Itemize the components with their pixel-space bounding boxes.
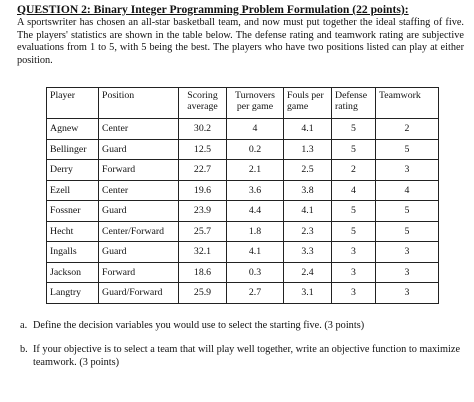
cell-fouls: 4.1 bbox=[284, 119, 332, 140]
cell-teamwork: 2 bbox=[376, 119, 439, 140]
cell-player: Fossner bbox=[47, 201, 99, 222]
cell-position: Guard bbox=[99, 201, 179, 222]
cell-teamwork: 3 bbox=[376, 283, 439, 304]
cell-turnovers: 0.2 bbox=[227, 139, 284, 160]
cell-fouls: 2.3 bbox=[284, 221, 332, 242]
cell-position: Center bbox=[99, 180, 179, 201]
cell-player: Langtry bbox=[47, 283, 99, 304]
player-stats-table bbox=[46, 87, 439, 304]
part-a-label: a. bbox=[20, 320, 28, 331]
part-b-text: If your objective is to select a team that will play well together, write an objective function to maximize teamwork. (3 points) bbox=[33, 344, 461, 368]
cell-scoring: 23.9 bbox=[179, 201, 227, 222]
part-a-text: Define the decision variables you would use to select the starting five. (3 points) bbox=[33, 320, 365, 331]
question-description: A sportswriter has chosen an all-star basketball team, and now must put together the ideal staffing of five. The players' statistics are shown in the table below. The defense rating and teamwork rating are subjective evaluations from 1 to 5, with 5 being the best. The players who have two positions listed can play at either position. bbox=[17, 17, 464, 66]
cell-teamwork: 4 bbox=[376, 180, 439, 201]
cell-turnovers: 1.8 bbox=[227, 221, 284, 242]
part-b-label: b. bbox=[20, 344, 28, 355]
cell-teamwork: 5 bbox=[376, 221, 439, 242]
cell-defense: 4 bbox=[332, 180, 376, 201]
cell-fouls: 1.3 bbox=[284, 139, 332, 160]
cell-scoring: 22.7 bbox=[179, 160, 227, 181]
table-row bbox=[47, 283, 439, 304]
cell-turnovers: 2.7 bbox=[227, 283, 284, 304]
cell-turnovers: 2.1 bbox=[227, 160, 284, 181]
header-fouls: Fouls per game bbox=[284, 88, 332, 119]
question-header bbox=[17, 3, 464, 67]
cell-teamwork: 3 bbox=[376, 262, 439, 283]
cell-scoring: 18.6 bbox=[179, 262, 227, 283]
header-turnovers: Turnovers per game bbox=[227, 88, 284, 119]
question-title: QUESTION 2: Binary Integer Programming Problem Formulation (22 points): bbox=[17, 3, 409, 16]
header-defense-rating: Defense rating bbox=[332, 88, 376, 119]
cell-turnovers: 4.1 bbox=[227, 242, 284, 263]
cell-defense: 2 bbox=[332, 160, 376, 181]
table-row bbox=[47, 221, 439, 242]
question-part-b bbox=[20, 344, 464, 369]
cell-player: Ingalls bbox=[47, 242, 99, 263]
cell-fouls: 2.4 bbox=[284, 262, 332, 283]
cell-defense: 5 bbox=[332, 221, 376, 242]
table-row bbox=[47, 201, 439, 222]
cell-position: Center bbox=[99, 119, 179, 140]
cell-turnovers: 4.4 bbox=[227, 201, 284, 222]
cell-player: Ezell bbox=[47, 180, 99, 201]
header-position: Position bbox=[99, 88, 179, 119]
cell-player: Derry bbox=[47, 160, 99, 181]
table-row bbox=[47, 180, 439, 201]
cell-position: Forward bbox=[99, 262, 179, 283]
cell-defense: 5 bbox=[332, 119, 376, 140]
table-row bbox=[47, 262, 439, 283]
cell-fouls: 3.8 bbox=[284, 180, 332, 201]
cell-scoring: 19.6 bbox=[179, 180, 227, 201]
cell-position: Guard bbox=[99, 139, 179, 160]
table-header-row bbox=[47, 88, 439, 119]
cell-defense: 5 bbox=[332, 139, 376, 160]
cell-player: Agnew bbox=[47, 119, 99, 140]
cell-player: Jackson bbox=[47, 262, 99, 283]
cell-fouls: 4.1 bbox=[284, 201, 332, 222]
cell-player: Bellinger bbox=[47, 139, 99, 160]
cell-defense: 3 bbox=[332, 283, 376, 304]
cell-player: Hecht bbox=[47, 221, 99, 242]
cell-position: Guard bbox=[99, 242, 179, 263]
cell-teamwork: 3 bbox=[376, 160, 439, 181]
table-row bbox=[47, 119, 439, 140]
question-part-a bbox=[20, 320, 464, 333]
cell-scoring: 32.1 bbox=[179, 242, 227, 263]
cell-turnovers: 0.3 bbox=[227, 262, 284, 283]
cell-turnovers: 3.6 bbox=[227, 180, 284, 201]
table-row bbox=[47, 139, 439, 160]
cell-position: Forward bbox=[99, 160, 179, 181]
table-row bbox=[47, 160, 439, 181]
cell-scoring: 25.9 bbox=[179, 283, 227, 304]
cell-defense: 5 bbox=[332, 201, 376, 222]
cell-position: Center/Forward bbox=[99, 221, 179, 242]
cell-defense: 3 bbox=[332, 242, 376, 263]
header-player: Player bbox=[47, 88, 99, 119]
cell-fouls: 3.1 bbox=[284, 283, 332, 304]
cell-scoring: 30.2 bbox=[179, 119, 227, 140]
header-scoring-average: Scoring average bbox=[179, 88, 227, 119]
cell-defense: 3 bbox=[332, 262, 376, 283]
cell-position: Guard/Forward bbox=[99, 283, 179, 304]
cell-teamwork: 5 bbox=[376, 201, 439, 222]
cell-scoring: 12.5 bbox=[179, 139, 227, 160]
cell-teamwork: 5 bbox=[376, 139, 439, 160]
table-row bbox=[47, 242, 439, 263]
cell-fouls: 2.5 bbox=[284, 160, 332, 181]
cell-fouls: 3.3 bbox=[284, 242, 332, 263]
header-teamwork: Teamwork bbox=[376, 88, 439, 119]
cell-teamwork: 3 bbox=[376, 242, 439, 263]
cell-scoring: 25.7 bbox=[179, 221, 227, 242]
cell-turnovers: 4 bbox=[227, 119, 284, 140]
